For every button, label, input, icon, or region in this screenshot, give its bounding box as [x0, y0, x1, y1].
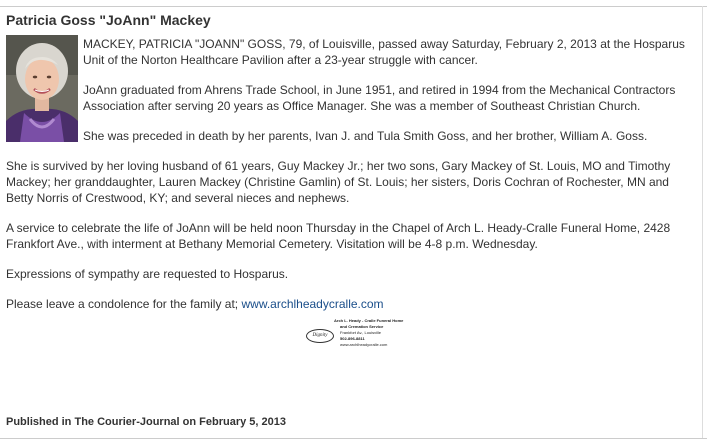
funeral-home-link[interactable]: www.archlheadycralle.com	[241, 297, 384, 311]
dignity-logo-mark: Dignity	[306, 329, 334, 343]
publication-credit	[6, 416, 286, 428]
newspaper-name: The Courier-Journal	[74, 416, 180, 428]
top-divider	[0, 6, 707, 7]
bottom-divider	[0, 438, 707, 439]
logo-address: Frankfort Av., Louisville	[340, 330, 381, 335]
publication-prefix: Published in	[6, 416, 72, 428]
publication-on: on	[182, 416, 197, 428]
logo-subtitle: and Cremation Service	[340, 324, 384, 329]
paragraph-condolence	[6, 296, 691, 312]
paragraph-sympathy: Expressions of sympathy are requested to Hosparus.	[6, 267, 289, 281]
paragraph-service: A service to celebrate the life of JoAnn will be held noon Thursday in the Chapel of Arch L. Heady-Cralle Funeral Home, 2428 Frankfort Ave., with interment at Bethany Memorial Cemetery. Visitation will be 4-8 p.m. Wednesday.	[6, 221, 671, 251]
paragraph-career: JoAnn graduated from Ahrens Trade School, in June 1951, and retired in 1994 from the Mechanical Contractors Association after serving 20 years as Office Manager. She was a member of Southeast Christian Church.	[83, 83, 676, 113]
logo-website: www.archlheadycralle.com	[340, 342, 388, 347]
paragraph-survivors: She is survived by her loving husband of 61 years, Guy Mackey Jr.; her two sons, Gary Mackey of St. Louis, MO and Timothy Mackey; her granddaughter, Lauren Mackey (Christine Gamlin) of St. Louis; her sisters, Doris Cochran of Rochester, MN and Betty Norris of Crestwood, KY; and several nieces and nephews.	[6, 159, 671, 205]
paragraph-preceded: She was preceded in death by her parents, Ivan J. and Tula Smith Goss, and her brother, William A. Goss.	[83, 129, 648, 143]
funeral-home-logo	[306, 317, 404, 351]
logo-name: Arch L. Heady - Cralle Funeral Home	[334, 318, 404, 323]
logo-phone: 502-896-8811	[340, 336, 365, 341]
obituary-body	[6, 36, 691, 326]
right-border	[702, 6, 703, 439]
paragraph-announcement: MACKEY, PATRICIA "JOANN" GOSS, 79, of Louisville, passed away Saturday, February 2, 2013 at the Hosparus Unit of the Norton Healthcare Pavilion after a 23-year struggle with cancer.	[83, 37, 685, 67]
condolence-text: Please leave a condolence for the family at;	[6, 297, 239, 311]
publication-date: February 5, 2013	[199, 416, 287, 428]
obituary-title: Patricia Goss "JoAnn" Mackey	[6, 12, 211, 28]
